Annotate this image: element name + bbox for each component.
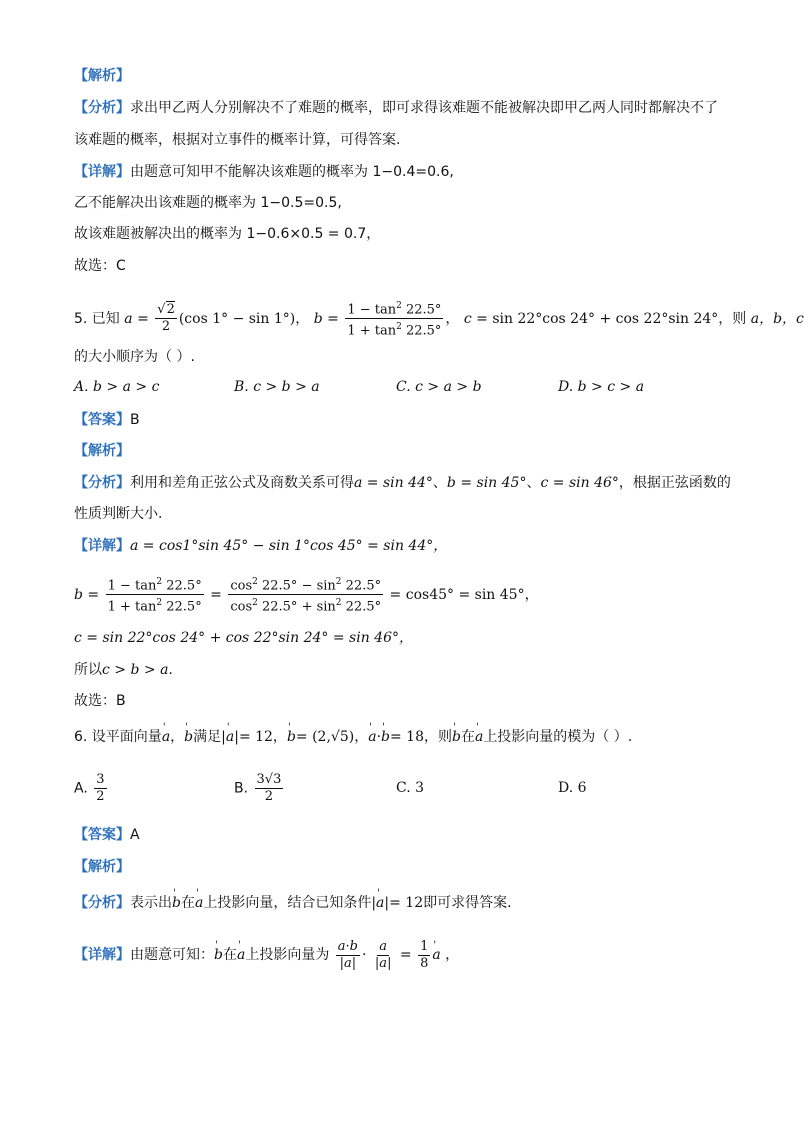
q4-xiangjie-line3: 故该难题被解决出的概率为 1−0.6×0.5 = 0.7， <box>74 226 381 242</box>
q4-fenxi-line1: 【 分析 】 求出甲乙两人分别解决不了难题的概率，即可求得该难题不能被解决即甲乙两人同时都解决不了 <box>74 98 718 118</box>
q6-option-d: D. 6 <box>558 780 587 796</box>
q6-answer: 【 答案 】 A <box>74 825 140 845</box>
q5-fenxi-line1: 【 分析 】 利用和差角正弦公式及商数关系可得a = sin 44°、b = sin 45°、c = sin 46°，根据正弦函数的 <box>74 473 731 493</box>
q5-xiangjie-c-line: c = sin 22°cos 24° + cos 22°sin 24° = sin 46°， <box>74 630 414 646</box>
q5-option-c: C. c > a > b <box>396 379 482 395</box>
q6-xiangjie-line: 【 详解 】 由题意可知：' b在' a上投影向量为 $\frac{a\cdot b}{|a|}$ · $\frac{a}{|a|}$ = $\frac{1}{8}$ ' a ， <box>74 938 459 972</box>
q5-fenxi-line2: 性质判断大小. <box>74 506 163 522</box>
q6-jiexi-heading: 【 解析 】 <box>74 857 130 877</box>
q5-conclusion: 所以c > b > a. <box>74 662 173 678</box>
q5-stem-line2: 的大小顺序为（ ）. <box>74 349 195 365</box>
q4-xiangjie-line1: 【 详解 】 由题意可知甲不能解决该难题的概率为 1−0.4=0.6, <box>74 162 454 182</box>
q5-stem: 5. 已知 a = $\frac{√2}{2}$ (cos 1° − sin 1°)， b = $\frac{1 - \tan^2 22.5^\circ}{1 + \tan^2 22.5^\circ}$ ， c = sin 22°cos 24° + cos 22°sin 24°，则 a，b，c <box>74 298 804 340</box>
q5-option-b: B. c > b > a <box>234 379 320 395</box>
q4-fenxi-line2: 该难题的概率，根据对立事件的概率计算，可得答案. <box>74 132 401 148</box>
q5-choice: 故选：B <box>74 693 126 709</box>
q6-stem: 6. 设平面向量' a，' b满足|' a|= 12，' b= (2,√5)，' a·' b= 18，则' b在' a上投影向量的模为（ ）. <box>74 727 632 747</box>
q5-xiangjie-line1: 【 详解 】 a = cos1°sin 45° − sin 1°cos 45° = sin 44°， <box>74 536 447 556</box>
q5-xiangjie-b-line: b = $\frac{1 - \tan^2 22.5^\circ}{1 + \tan^2 22.5^\circ}$ = $\frac{\cos^2 22.5^\circ - \sin^2 22.5^\circ}{\cos^2 22.5^\circ + \sin^2 22.5^\circ}$ = cos45° = sin 45°， <box>74 574 539 616</box>
q5-option-d: D. b > c > a <box>558 379 645 395</box>
q4-xiangjie-line2: 乙不能解决出该难题的概率为 1−0.5=0.5, <box>74 195 342 211</box>
q4-choice: 故选：C <box>74 258 126 274</box>
q6-option-a: A. $\frac{3}{2}$ <box>74 772 105 804</box>
q4-jiexi-heading: 【 解析 】 <box>74 66 130 86</box>
q6-fenxi-line: 【 分析 】 表示出' b在' a上投影向量，结合已知条件|' a|= 12即可求得答案. <box>74 893 512 913</box>
q6-option-b: B. $\frac{3√3}{2}$ <box>234 772 282 804</box>
q5-answer: 【 答案 】 B <box>74 410 140 430</box>
q5-jiexi-heading: 【 解析 】 <box>74 441 130 461</box>
q6-option-c: C. 3 <box>396 780 425 796</box>
q5-option-a: A. b > a > c <box>74 379 160 395</box>
